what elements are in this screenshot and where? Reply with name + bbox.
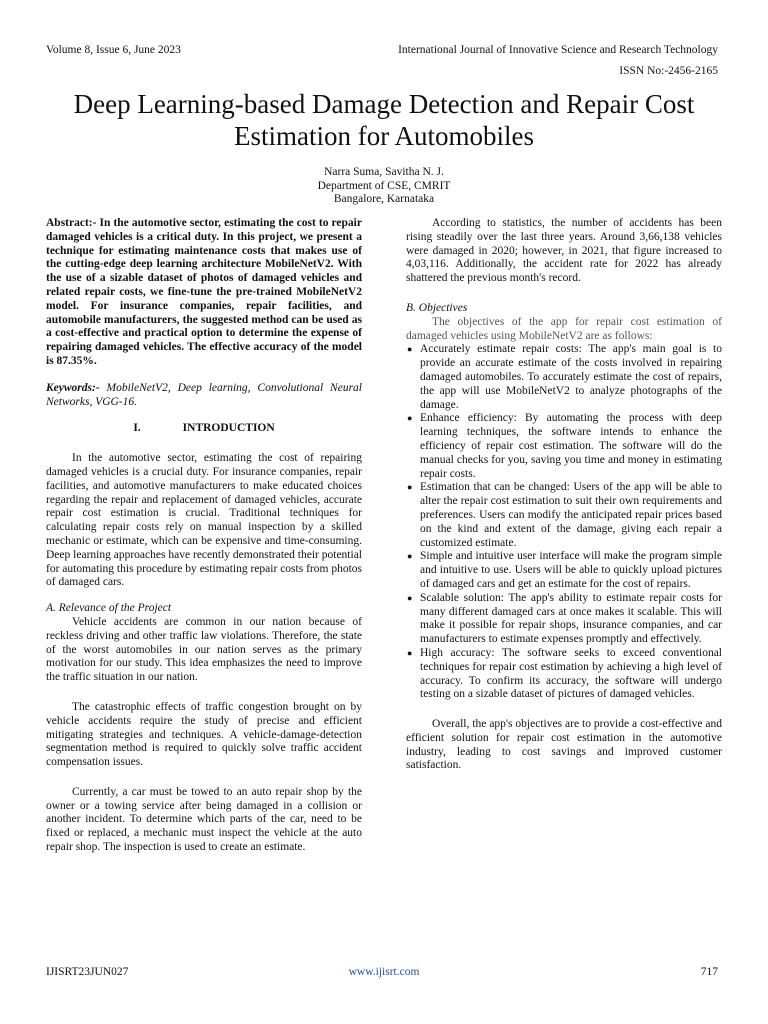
list-item <box>406 550 722 591</box>
relevance-paragraph-1: Vehicle accidents are common in our nation because of reckless driving and other traffic law violations. Therefore, the state of the worst automobiles in our nation serves as the primary motivation for our study. This idea emphasizes the need to improve the traffic situation in our nation. <box>46 615 362 684</box>
objectives-list <box>406 343 722 702</box>
list-item-text: Simple and intuitive user interface will make the program simple and intuitive to use. Users will be able to quickly upload pictures of damaged cars and get an estimate for the cost of repairs. <box>420 550 722 590</box>
author-location: Bangalore, Karnataka <box>333 193 435 205</box>
keywords-text: MobileNetV2, Deep learning, Convolutional Neural Networks, VGG-16. <box>46 381 362 408</box>
bullet-icon: ● <box>407 413 413 424</box>
section-title: INTRODUCTION <box>182 422 275 435</box>
keywords <box>46 382 362 410</box>
left-column <box>46 217 362 855</box>
list-item-text: Scalable solution: The app's ability to estimate repair costs for many different damaged cars at once makes it scalable. This will make it possible for repair shops, insurance companies, and car manufacturers to estimate expenses promptly and effectively. <box>420 591 722 646</box>
intro-paragraph: In the automotive sector, estimating the cost of repairing damaged vehicles is a crucial duty. For insurance companies, repair facilities, and automotive manufacturers to make educated choices regarding the repair and replacement of damaged vehicles, accurate repair cost estimation is crucial. Traditional techniques for calculating repair costs rely on manual inspection by a skilled mechanic or estimate, which can be expensive and time-consuming. Deep learning approaches have recently demonstrated their potential for automating this procedure by estimating repair costs from photos of damaged cars. <box>46 452 362 589</box>
subsection-heading-relevance: A. Relevance of the Project <box>46 602 172 615</box>
subsection-heading-objectives: B. Objectives <box>406 301 468 314</box>
objectives-intro: The objectives of the app for repair cost estimation of damaged vehicles using MobileNetV2 are as follows: <box>406 315 722 342</box>
section-heading-introduction <box>46 422 362 436</box>
bullet-icon: ● <box>407 647 413 658</box>
list-item <box>406 412 722 481</box>
list-item-text: High accuracy: The software seeks to exceed conventional techniques for repair cost estimation by achieving a high level of accuracy. To confirm its accuracy, the software will undergo testing on a sizable dataset of pictures of damaged vehicles. <box>420 646 722 701</box>
list-item <box>406 343 722 412</box>
footer-paper-id: IJISRT23JUN027 <box>46 966 129 978</box>
bullet-icon: ● <box>407 344 413 355</box>
objectives-closing: Overall, the app's objectives are to provide a cost-effective and efficient solution for repair cost estimation in the automotive industry, leading to cost savings and improved customer satisfaction. <box>406 718 722 772</box>
list-item-text: Enhance efficiency: By automating the process with deep learning techniques, the software intends to enhance the efficiency of repair cost estimation. The software will do the manual checks for you, saving you time and money in estimating repair costs. <box>420 412 722 480</box>
author-department: Department of CSE, CMRIT <box>317 179 451 192</box>
list-item-text: Estimation that can be changed: Users of the app will be able to alter the repair cost estimation to suit their own requirements and preferences. Users can modify the anticipated repair prices based on the kind and extent of the damage, giving each repair a customized estimate. <box>420 481 722 549</box>
list-item <box>406 647 722 702</box>
header-volume: Volume 8, Issue 6, June 2023 <box>46 44 181 56</box>
paper-title: Deep Learning-based Damage Detection and Repair Cost Estimation for Automobiles <box>73 89 695 151</box>
list-item <box>406 481 722 550</box>
header-journal: International Journal of Innovative Science and Research Technology <box>398 44 718 56</box>
abstract: Abstract:- In the automotive sector, estimating the cost to repair damaged vehicles is a critical duty. In this project, we present a technique for estimating maintenance costs that makes use of the cutting-edge deep learning architecture MobileNetV2. With the use of a sizable dataset of photos of damaged vehicles and related repair costs, we fine-tune the pre-trained MobileNetV2 model. For insurance companies, repair facilities, and automobile manufacturers, the suggested method can be used as a cost-effective and practical option to determine the expense of repairing damaged vehicles. The effective accuracy of the model is 87.35%. <box>46 217 362 367</box>
relevance-paragraph-3: Currently, a car must be towed to an auto repair shop by the owner or a towing service after being damaged in a collision or another incident. To determine which parts of the car, need to be fixed or replaced, a mechanic must inspect the vehicle at the auto repair shop. The inspection is used to create an estimate. <box>46 785 362 854</box>
section-number: I. <box>133 422 141 435</box>
author-names: Narra Suma, Savitha N. J. <box>324 166 444 178</box>
bullet-icon: ● <box>407 592 413 603</box>
author-block <box>184 166 584 207</box>
list-item-text: Accurately estimate repair costs: The app's main goal is to provide an accurate estimate of the costs involved in repairing damaged automobiles. To accurately estimate the cost of repairs, the app will use MobileNetV2 to analyze photographs of the damage. <box>420 343 722 411</box>
bullet-icon: ● <box>407 482 413 493</box>
header-issn: ISSN No:-2456-2165 <box>619 65 718 77</box>
right-column <box>406 217 722 773</box>
footer-page-number: 717 <box>700 966 718 978</box>
footer-website-link[interactable]: www.ijisrt.com <box>348 966 420 978</box>
keywords-label: Keywords:- <box>46 381 100 394</box>
list-item <box>406 592 722 647</box>
statistics-paragraph: According to statistics, the number of accidents has been rising steadily over the last three years. Around 3,66,138 vehicles were damaged in 2020; however, in 2021, that figure increased to 4,03,116. Additionally, the accident rate for 2022 has already shattered the previous month's record. <box>406 217 722 285</box>
bullet-icon: ● <box>407 551 413 562</box>
relevance-paragraph-2: The catastrophic effects of traffic congestion brought on by vehicle accidents require the study of precise and efficient mitigating strategies and techniques. A vehicle-damage-detection segmentation method is required to quickly solve traffic accident compensation issues. <box>46 700 362 769</box>
